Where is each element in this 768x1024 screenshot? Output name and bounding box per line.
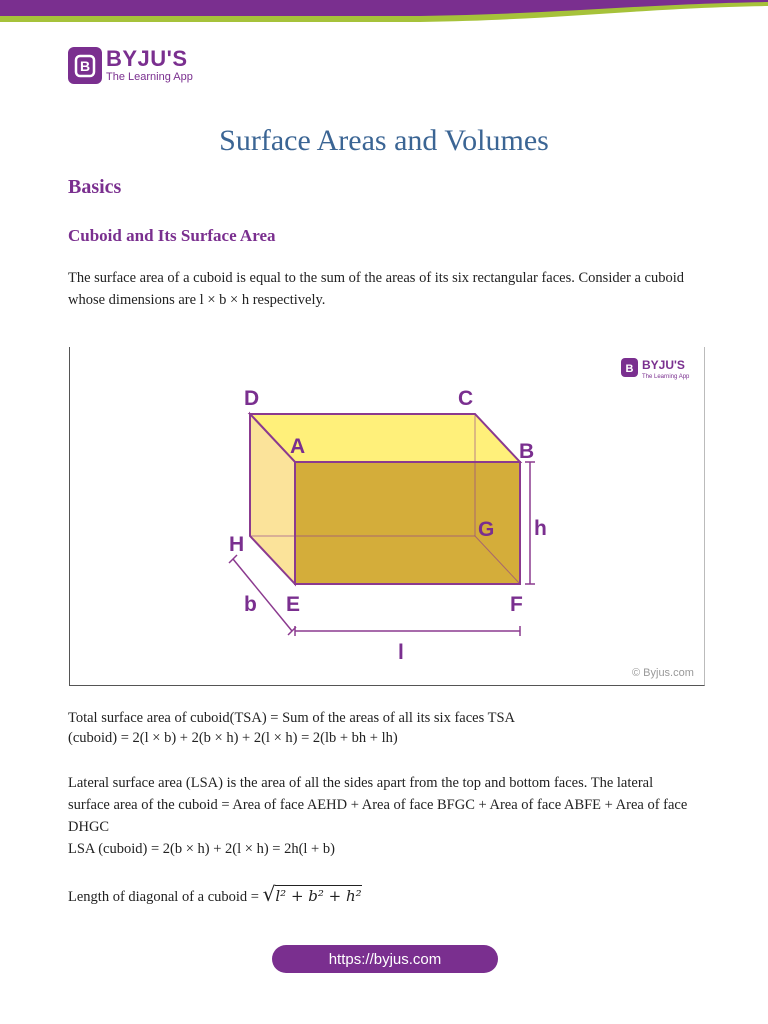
subsection-heading: Cuboid and Its Surface Area: [68, 226, 276, 245]
cuboid-figure: [69, 347, 705, 686]
lsa-paragraph: [68, 772, 698, 860]
tsa-line-2: (cuboid) = 2(l × b) + 2(b × h) + 2(l × h) = 2(lb + bh + lh): [68, 730, 398, 746]
svg-text:B: B: [625, 363, 634, 375]
tsa-line-1: Total surface area of cuboid(TSA) = Sum of the areas of all its six faces TSA: [68, 710, 515, 726]
byjus-logo-mark-icon: [68, 47, 102, 84]
vertex-label-h: H: [229, 533, 245, 556]
tsa-paragraph: [68, 708, 698, 748]
vertex-label-g: G: [478, 518, 495, 541]
vertex-label-b: B: [519, 440, 535, 463]
dimension-label-h: h: [534, 517, 547, 540]
diagonal-label: Length of diagonal of a cuboid =: [68, 889, 259, 905]
lsa-formula: LSA (cuboid) = 2(b × h) + 2(l × h) = 2h(l + b): [68, 841, 335, 857]
dimension-label-b: b: [244, 593, 257, 616]
logo-name: BYJU'S: [106, 46, 188, 71]
vertex-label-e: E: [286, 593, 301, 616]
header-band: [0, 0, 768, 30]
section-heading: Basics: [68, 176, 122, 198]
cuboid-diagram: [70, 347, 704, 685]
square-root-icon: √: [262, 882, 276, 906]
svg-text:B: B: [79, 57, 91, 74]
vertex-label-c: C: [458, 387, 474, 410]
logo-tagline: The Learning App: [106, 71, 193, 83]
vertex-label-d: D: [244, 387, 260, 410]
diagonal-formula: [262, 882, 362, 906]
lsa-text: Lateral surface area (LSA) is the area of all the sides apart from the top and bottom faces. The lateral surface area of the cuboid = Area of face AEHD + Area of face BFGC + Area of face ABFE + Area of face DHGC: [68, 775, 688, 835]
diagonal-paragraph: [68, 883, 698, 908]
figure-logo: [621, 358, 690, 380]
intro-paragraph: The surface area of a cuboid is equal to the sum of the areas of its six rectangular faces. Consider a cuboid whose dimensions are l × b × h respectively.: [68, 270, 685, 308]
figure-logo-name: BYJU'S: [642, 358, 685, 372]
figure-copyright: © Byjus.com: [632, 667, 694, 679]
dimension-label-l: l: [398, 641, 404, 664]
byjus-logo[interactable]: [68, 47, 193, 84]
page-title: Surface Areas and Volumes: [219, 124, 549, 157]
vertex-label-f: F: [510, 593, 523, 616]
website-link-button[interactable]: https://byjus.com: [272, 945, 498, 973]
vertex-label-a: A: [290, 435, 306, 458]
diagonal-expression: l² + b² + h²: [275, 887, 362, 905]
figure-logo-tagline: The Learning App: [642, 374, 690, 380]
